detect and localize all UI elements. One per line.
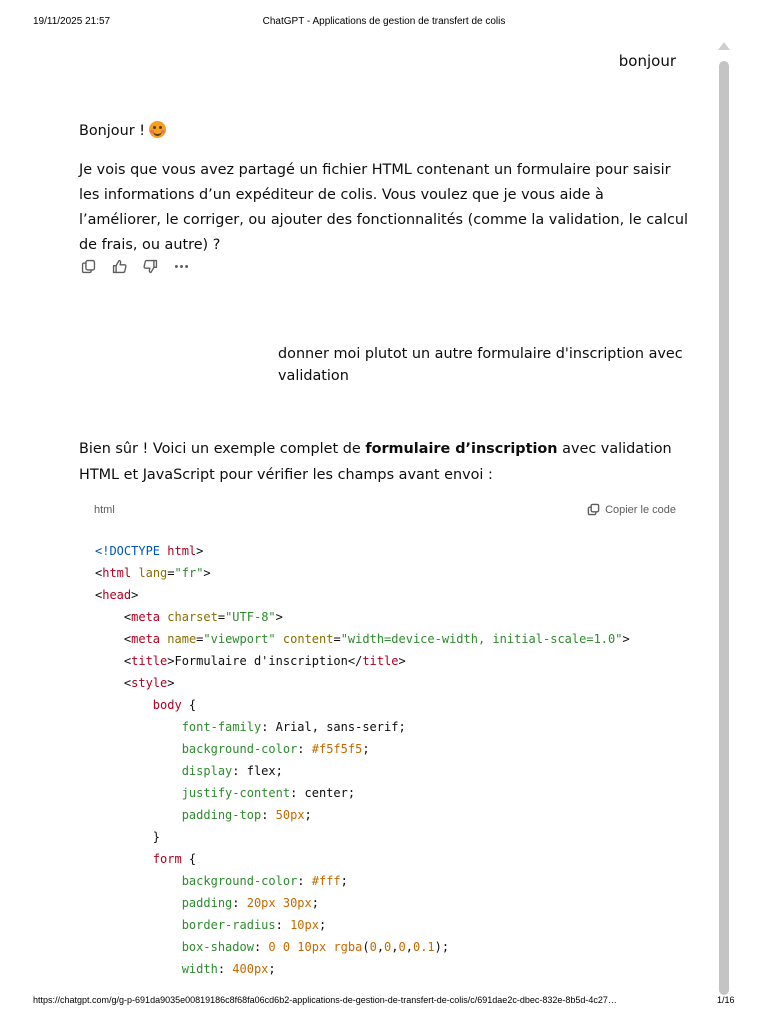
code-line: background-color: #f5f5f5;	[181, 742, 370, 756]
code-line: background-color: #fff;	[181, 874, 348, 888]
print-page-number: 1/16	[717, 995, 735, 1005]
assistant-greeting	[79, 119, 689, 144]
assistant-intro-text: Bien sûr ! Voici un exemple complet de	[79, 441, 366, 457]
code-line: padding-top: 50px;	[181, 808, 312, 822]
code-line: <head>	[95, 588, 139, 602]
print-footer	[0, 995, 768, 1009]
code-line: <html lang="fr">	[95, 566, 211, 580]
code-block-header	[79, 500, 690, 522]
code-line: <!DOCTYPE html>	[95, 544, 204, 558]
code-language-label: html	[94, 504, 115, 516]
code-line: padding: 20px 30px;	[181, 896, 319, 910]
code-line: form {	[152, 852, 197, 866]
code-line: body {	[152, 698, 197, 712]
scrollbar-thumb[interactable]	[719, 61, 729, 995]
copy-code-label: Copier le code	[605, 503, 676, 516]
print-page-title: ChatGPT - Applications de gestion de transfert de colis	[262, 16, 506, 27]
smiling-face-emoji-icon	[149, 121, 166, 138]
code-line: <style>	[95, 676, 175, 690]
assistant-action-bar	[79, 256, 191, 276]
scroll-up-arrow-icon[interactable]	[718, 42, 730, 50]
scrollbar[interactable]	[716, 40, 732, 995]
code-block	[79, 500, 690, 995]
copy-code-button[interactable]	[587, 503, 676, 516]
code-line: <meta name="viewport" content="width=device-width, initial-scale=1.0">	[95, 632, 630, 646]
code-line: <title>Formulaire d'inscription</title>	[95, 654, 406, 668]
code-line: width: 400px;	[181, 962, 276, 976]
assistant-message	[79, 436, 694, 488]
code-line: font-family: Arial, sans-serif;	[181, 720, 406, 734]
code-line: border-radius: 10px;	[181, 918, 327, 932]
assistant-intro-bold: formulaire d’inscription	[365, 441, 558, 457]
assistant-message	[79, 119, 689, 258]
code-line: box-shadow: 0 0 10px rgba(0,0,0,0.1);	[181, 940, 450, 954]
copy-icon[interactable]	[79, 257, 98, 276]
code-line: }	[95, 830, 161, 844]
assistant-body: Je vois que vous avez partagé un fichier HTML contenant un formulaire pour saisir les informations d’un expéditeur de colis. Vous voulez que je vous aide à l’améliorer, le corriger, ou ajouter des fonctionnalités (comme la validation, le calcul de frais, ou autre) ?	[79, 162, 688, 253]
user-message: donner moi plutot un autre formulaire d'inscription avec validation	[278, 346, 683, 384]
thumbs-down-icon[interactable]	[141, 257, 160, 276]
more-options-icon[interactable]	[172, 257, 191, 276]
print-datetime: 19/11/2025 21:57	[33, 16, 111, 27]
user-message: bonjour	[618, 52, 676, 70]
code-line: <meta charset="UTF-8">	[95, 610, 283, 624]
code-line: display: flex;	[181, 764, 283, 778]
copy-icon	[587, 503, 600, 516]
assistant-greeting-text: Bonjour !	[79, 123, 145, 139]
thumbs-up-icon[interactable]	[110, 257, 129, 276]
print-url: https://chatgpt.com/g/g-p-691da9035e00819186c8f68fa06cd6b2-applications-de-gestion-de-transfert-de-colis/c/691dae2c-dbec-832e-8b5d-4c27…	[33, 995, 617, 1005]
code-content	[95, 540, 685, 980]
assistant-intro-text-end: avec validation HTML et JavaScript pour vérifier les champs avant envoi :	[79, 441, 672, 483]
code-line: justify-content: center;	[181, 786, 356, 800]
